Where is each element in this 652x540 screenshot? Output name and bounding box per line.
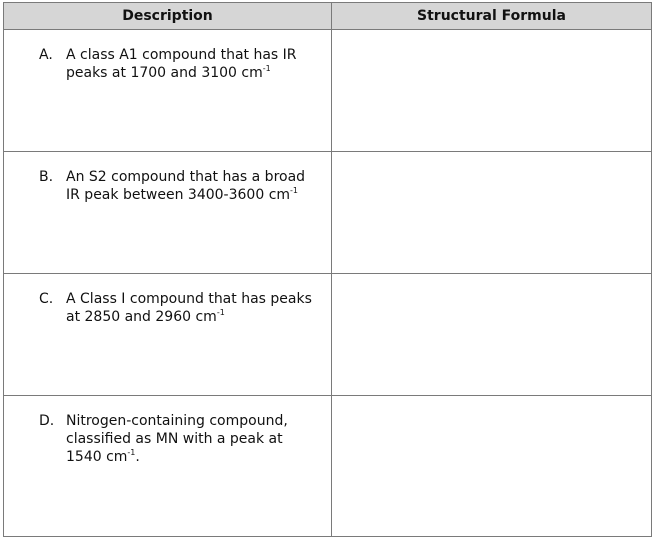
description-cell-a bbox=[4, 30, 332, 152]
question-letter-b: B. bbox=[39, 169, 54, 185]
description-cell-c bbox=[4, 274, 332, 396]
question-text-b bbox=[66, 168, 319, 204]
unit-exponent-d: -1 bbox=[127, 448, 136, 457]
question-text-d bbox=[66, 412, 319, 466]
description-cell-d bbox=[4, 396, 332, 537]
structural-formula-cell-a[interactable] bbox=[332, 30, 652, 152]
question-d bbox=[4, 396, 331, 466]
table-header-row bbox=[4, 3, 652, 30]
table-row-d bbox=[4, 396, 652, 537]
question-letter-d: D. bbox=[39, 413, 55, 429]
question-a bbox=[4, 30, 331, 82]
question-text-a bbox=[66, 46, 319, 82]
description-column-header: Description bbox=[4, 3, 332, 30]
question-letter-a: A. bbox=[39, 47, 53, 63]
structural-formula-cell-c[interactable] bbox=[332, 274, 652, 396]
description-cell-b bbox=[4, 152, 332, 274]
ir-worksheet-table bbox=[3, 2, 652, 537]
structural-formula-column-header: Structural Formula bbox=[332, 3, 652, 30]
question-b bbox=[4, 152, 331, 204]
question-body-d: Nitrogen-containing compound, classified as MN with a peak at 1540 cm bbox=[66, 413, 288, 465]
question-body-a: A class A1 compound that has IR peaks at 1700 and 3100 cm bbox=[66, 47, 297, 81]
table-row-a bbox=[4, 30, 652, 152]
table-row-c bbox=[4, 274, 652, 396]
question-suffix-d: . bbox=[135, 449, 140, 465]
structural-formula-cell-d[interactable] bbox=[332, 396, 652, 537]
question-body-b: An S2 compound that has a broad IR peak between 3400-3600 cm bbox=[66, 169, 306, 203]
unit-exponent-c: -1 bbox=[216, 308, 225, 317]
question-c bbox=[4, 274, 331, 326]
question-letter-c: C. bbox=[39, 291, 54, 307]
question-text-c bbox=[66, 290, 319, 326]
unit-exponent-b: -1 bbox=[290, 186, 299, 195]
table-row-b bbox=[4, 152, 652, 274]
structural-formula-cell-b[interactable] bbox=[332, 152, 652, 274]
question-body-c: A Class I compound that has peaks at 2850 and 2960 cm bbox=[66, 291, 312, 325]
unit-exponent-a: -1 bbox=[262, 64, 271, 73]
